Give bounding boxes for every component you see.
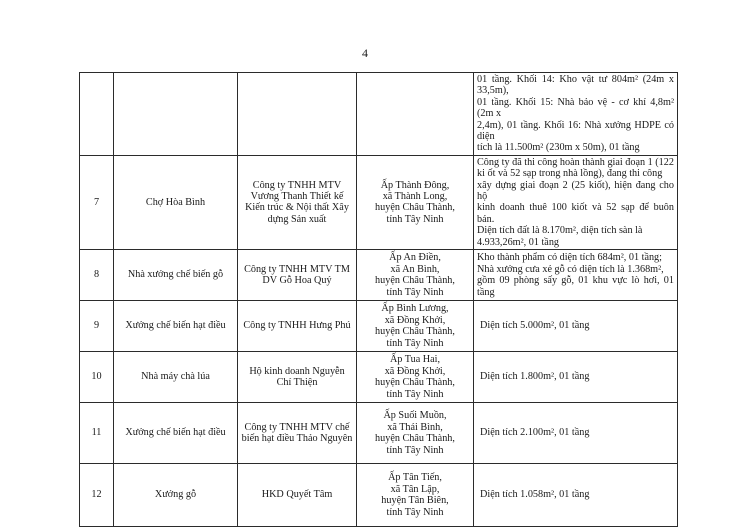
- address-line: tỉnh Tây Ninh: [386, 286, 444, 298]
- description: Diện tích 1.058m², 01 tầng: [474, 464, 678, 527]
- address: [357, 464, 474, 527]
- description: Diện tích 5.000m², 01 tầng: [474, 301, 678, 352]
- row-number: 8: [80, 250, 114, 301]
- description-line: Diện tích đất là 8.170m², diện tích sàn là: [477, 225, 643, 237]
- facility-name: Xưởng chế biến hạt điều: [114, 301, 238, 352]
- owner-name: Công ty TNHH MTV chế biến hạt điều Thảo Nguyên: [238, 403, 357, 464]
- description-line: ki ốt và 52 sạp trong nhà lồng), đang thi công: [477, 168, 663, 180]
- address: [357, 403, 474, 464]
- address: [357, 250, 474, 301]
- address-line: xã Tân Lập,: [390, 483, 440, 495]
- owner-name: [238, 73, 357, 156]
- description: Diện tích 2.100m², 01 tầng: [474, 403, 678, 464]
- address-line: huyện Châu Thành,: [375, 433, 455, 445]
- address-line: Ấp Bình Lương,: [381, 303, 449, 315]
- address-line: xã Thái Bình,: [387, 421, 443, 433]
- address-line: tỉnh Tây Ninh: [386, 388, 444, 400]
- facility-name: Xưởng chế biến hạt điều: [114, 403, 238, 464]
- facility-name: Nhà máy chà lúa: [114, 352, 238, 403]
- row-number: 9: [80, 301, 114, 352]
- address-line: huyện Châu Thành,: [375, 326, 455, 338]
- address-line: tỉnh Tây Ninh: [386, 444, 444, 456]
- facility-name: Xưởng gỗ: [114, 464, 238, 527]
- address-line: Ấp Thành Đông,: [380, 179, 450, 191]
- description-line: tích là 11.500m² (230m x 50m), 01 tầng: [477, 142, 640, 154]
- address: [357, 155, 474, 249]
- address-line: tỉnh Tây Ninh: [386, 506, 444, 518]
- address-line: xã An Bình,: [390, 263, 440, 275]
- address-line: huyện Châu Thành,: [375, 275, 455, 287]
- address-line: Ấp Tân Tiến,: [388, 472, 442, 484]
- table-row: [80, 250, 678, 301]
- address-line: Ấp Tua Hai,: [389, 354, 441, 366]
- address-line: huyện Tân Biên,: [381, 495, 449, 507]
- owner-name: Công ty TNHH MTV TM DV Gỗ Hoa Quý: [238, 250, 357, 301]
- description-line: kinh doanh thuê 100 kiốt và 52 sạp để buôn bán.: [477, 202, 674, 225]
- description-line: Kho thành phẩm có diện tích 684m², 01 tầng;: [477, 252, 662, 264]
- address-line: huyện Châu Thành,: [375, 377, 455, 389]
- table-row: [80, 73, 678, 156]
- address-line: tỉnh Tây Ninh: [386, 337, 444, 349]
- description: [474, 73, 678, 156]
- address: [357, 301, 474, 352]
- row-number: 10: [80, 352, 114, 403]
- description: Diện tích 1.800m², 01 tầng: [474, 352, 678, 403]
- row-number: [80, 73, 114, 156]
- description-line: 01 tầng. Khối 15: Nhà bảo vệ - cơ khí 4,8m² (2m x: [477, 96, 674, 120]
- description-line: 01 tầng. Khối 14: Kho vật tư 804m² (24m x 33,5m),: [477, 74, 674, 97]
- owner-name: Công ty TNHH MTV Vương Thanh Thiết kế Kiến trúc & Nội thất Xây dựng Sản xuất: [238, 155, 357, 249]
- owner-name: Công ty TNHH Hưng Phú: [238, 301, 357, 352]
- owner-name: HKD Quyết Tâm: [238, 464, 357, 527]
- table-row: [80, 155, 678, 249]
- owner-name: Hộ kinh doanh Nguyễn Chí Thiện: [238, 352, 357, 403]
- address-line: xã Đồng Khởi,: [384, 314, 446, 326]
- facility-table: [79, 72, 678, 527]
- description-line: 4.933,26m², 01 tầng: [477, 236, 560, 248]
- page-number: 4: [362, 46, 368, 60]
- row-number: 12: [80, 464, 114, 527]
- row-number: 7: [80, 155, 114, 249]
- address-line: huyện Châu Thành,: [375, 202, 455, 214]
- address-line: Ấp Suối Muồn,: [383, 410, 447, 422]
- facility-name: [114, 73, 238, 156]
- table-row: [80, 464, 678, 527]
- address: [357, 352, 474, 403]
- row-number: 11: [80, 403, 114, 464]
- table-row: [80, 352, 678, 403]
- table-row: [80, 403, 678, 464]
- description-line: gồm 09 phòng sấy gỗ, 01 khu vực lò hơi, 01 tầng: [477, 275, 674, 298]
- description: [474, 250, 678, 301]
- address-line: tỉnh Tây Ninh: [386, 213, 444, 225]
- address-line: Ấp An Điền,: [389, 252, 441, 264]
- table-row: [80, 301, 678, 352]
- description: [474, 155, 678, 249]
- address: [357, 73, 474, 156]
- description-line: xây dựng giai đoạn 2 (25 kiốt), hiện đang cho hộ: [477, 179, 674, 203]
- description-line: Nhà xưởng cưa xẻ gỗ có diện tích là 1.368m²,: [477, 263, 664, 275]
- description-line: 2,4m), 01 tầng. Khối 16: Nhà xưởng HDPE có diện: [477, 119, 674, 143]
- address-line: xã Thành Long,: [382, 191, 448, 203]
- facility-name: Chợ Hòa Bình: [114, 155, 238, 249]
- description-line: Công ty đã thi công hoàn thành giai đoạn 1 (122: [477, 156, 674, 168]
- address-line: xã Đồng Khởi,: [384, 365, 446, 377]
- facility-name: Nhà xưởng chế biến gỗ: [114, 250, 238, 301]
